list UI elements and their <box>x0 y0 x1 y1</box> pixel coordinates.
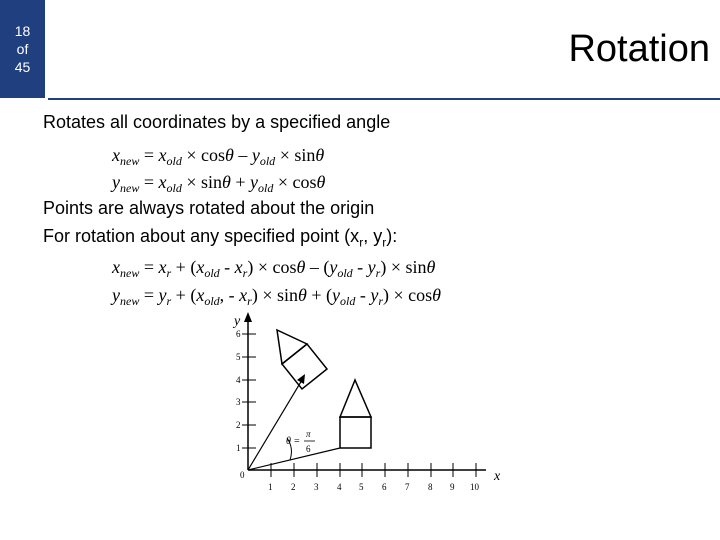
x-tick-label: 5 <box>359 482 364 492</box>
slide-total: 45 <box>14 59 31 75</box>
y-tick-label: 5 <box>236 352 241 362</box>
x-tick-label: 9 <box>450 482 455 492</box>
x-tick-label: 6 <box>382 482 387 492</box>
origin-label: 0 <box>240 470 245 480</box>
y-tick-label: 3 <box>236 397 241 407</box>
y-tick-label: 6 <box>236 329 241 339</box>
rotated-house-roof <box>277 330 307 364</box>
bullet-text-part: ): <box>386 226 398 246</box>
x-tick-label: 10 <box>470 482 479 492</box>
formula-xnew: $x_{new} = x_{old} \times \cos\theta - y_{old} \times \sin\theta$ <box>112 145 325 168</box>
bullet-origin: Points are always rotated about the origin <box>43 198 375 218</box>
x-tick-label: 8 <box>428 482 433 492</box>
original-house-body <box>340 417 371 448</box>
x-tick-label: 2 <box>291 482 296 492</box>
rotated-house-body <box>282 344 327 389</box>
slide-title: Rotation <box>568 28 710 70</box>
y-tick-label: 1 <box>236 443 241 453</box>
bullet-subscript: r <box>382 235 387 250</box>
formula-xnew-point: $x_{new} = x_r + (x_{old} - x_r) \times \cos\theta - (y_{old} - y_r) \times \sin\theta$ <box>112 257 436 280</box>
x-tick-label: 1 <box>268 482 273 492</box>
bullet-subscript: r <box>359 235 364 250</box>
y-tick-label: 2 <box>236 420 241 430</box>
formula-ynew: $y_{new} = x_{old} \times \sin\theta + y_{old} \times \cos\theta$ <box>112 172 326 195</box>
bullet-text-part: For rotation about any specified point (x <box>43 226 360 246</box>
rotated-vector <box>248 380 302 470</box>
x-tick-label: 7 <box>405 482 410 492</box>
x-tick-label: 3 <box>314 482 319 492</box>
y-axis-label: y <box>234 314 241 329</box>
slide-of: of <box>16 41 29 57</box>
angle-label: θ = <box>286 436 301 447</box>
y-ticks <box>242 334 256 448</box>
y-axis-arrow-icon <box>244 312 252 322</box>
x-axis-label: x <box>494 469 501 484</box>
angle-denominator: 6 <box>306 444 311 454</box>
bullet-rotates: Rotates all coordinates by a specified angle <box>43 112 391 132</box>
bullet-text-part: , y <box>363 226 383 246</box>
angle-numerator: π <box>306 429 311 439</box>
original-house-roof <box>340 380 371 417</box>
x-tick-label: 4 <box>337 482 342 492</box>
formula-ynew-point: $y_{new} = y_r + (x_{old}$, - $x_r) \times \sin\theta + (y_{old} - y_r) \times \cos\theta$ <box>112 285 441 308</box>
slide-current: 18 <box>14 23 31 39</box>
y-tick-label: 4 <box>236 375 241 385</box>
